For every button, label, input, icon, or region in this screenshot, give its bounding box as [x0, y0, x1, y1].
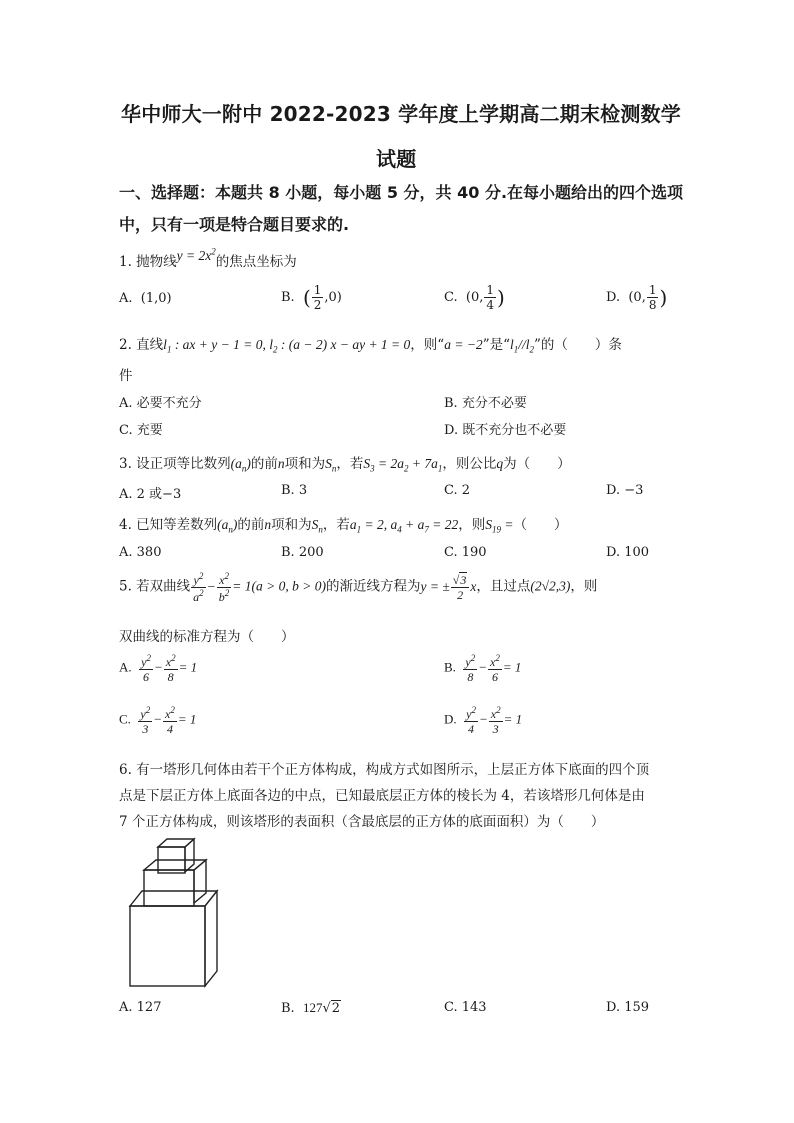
- q4-option-d: D. 100: [606, 545, 650, 560]
- q1-stem: 1. 抛物线: [119, 254, 177, 270]
- q5-option-d: D. $\frac{y^2}{4}$ − $\frac{x^2}{3}$ = 1: [444, 705, 523, 736]
- question-3: 3. 设正项等比数列$(a_n)$的前n项和为$S_n$，若$S_3 = 2a_2 + 7a_1$，则公比q为（ ）: [119, 456, 571, 474]
- question-5: 5. 若双曲线 $\frac{y^2}{a^2}$ − $\frac{x^2}{b^2}$ = 1(a > 0, b > 0)的渐近线方程为y = ± $\frac{√3}{2}$ x，且过点(2√2,3)，则: [119, 571, 598, 604]
- question-6-line1: 6. 有一塔形几何体由若干个正方体构成，构成方式如图所示，上层正方体下底面的四个顶: [119, 762, 650, 778]
- q1-option-d: D. (0, $\frac{1}{8}$ ): [606, 283, 668, 312]
- page-title: 华中师大一附中 2022-2023 学年度上学期高二期末检测数学: [121, 102, 681, 126]
- q6-option-b: B. 127√2: [281, 1000, 341, 1016]
- q6-option-c: C. 143: [444, 1000, 487, 1015]
- question-6-line2: 点是下层正方体上底面各边的中点，已知最底层正方体的棱长为 4，若该塔形几何体是由: [119, 788, 645, 804]
- q3-option-c: C. 2: [444, 483, 471, 498]
- q1-option-a: A. (1,0): [119, 291, 172, 306]
- question-5-wrap: 双曲线的标准方程为（ ）: [119, 629, 295, 645]
- question-2: 2. 直线$l_1$ : ax + y − 1 = 0, $l_2$ : (a − 2) x − ay + 1 = 0，则“a = −2”是“$l_1//l_2$”的（ ）条: [119, 337, 622, 355]
- question-4: 4. 已知等差数列$(a_n)$的前n项和为$S_n$，若$a_1 = 2$, $a_4 + a_7 = 22$，则$S_{19}$ =（ ）: [119, 517, 568, 535]
- page-title-line2: 试题: [376, 147, 417, 171]
- q3-option-b: B. 3: [281, 483, 308, 498]
- q1-option-b: B. ( $\frac{1}{2}$ ,0): [281, 283, 342, 312]
- q2-option-a: A. 必要不充分: [119, 396, 202, 411]
- q6-option-d: D. 159: [606, 1000, 650, 1015]
- q5-option-a: A. $\frac{y^2}{6}$ − $\frac{x^2}{8}$ = 1: [119, 653, 198, 684]
- q4-option-c: C. 190: [444, 545, 487, 560]
- q1-option-c: C. (0, $\frac{1}{4}$ ): [444, 283, 505, 312]
- question-2-wrap: 件: [119, 368, 133, 384]
- question-1: 1. 抛物线$y = 2x^2$的焦点坐标为: [119, 246, 297, 270]
- q5-option-b: B. $\frac{y^2}{8}$ − $\frac{x^2}{6}$ = 1: [444, 653, 522, 684]
- q3-option-d: D. −3: [606, 483, 644, 498]
- q4-option-b: B. 200: [281, 545, 324, 560]
- q6-option-a: A. 127: [119, 1000, 162, 1015]
- q2-option-b: B. 充分不必要: [444, 396, 527, 411]
- q4-option-a: A. 380: [119, 545, 162, 560]
- q2-option-c: C. 充要: [119, 423, 163, 438]
- q3-option-a: A. 2 或−3: [119, 487, 182, 502]
- q2-option-d: D. 既不充分也不必要: [444, 423, 567, 438]
- q5-option-c: C. $\frac{y^2}{3}$ − $\frac{x^2}{4}$ = 1: [119, 705, 197, 736]
- question-6-line3: 7 个正方体构成，则该塔形的表面积（含最底层的正方体的底面面积）为（ ）: [119, 814, 605, 830]
- tower-figure: [126, 836, 221, 990]
- section-heading: 一、选择题：本题共 8 小题，每小题 5 分，共 40 分.在每小题给出的四个选项: [119, 183, 684, 202]
- section-heading-line2: 中，只有一项是特合题目要求的.: [119, 215, 350, 234]
